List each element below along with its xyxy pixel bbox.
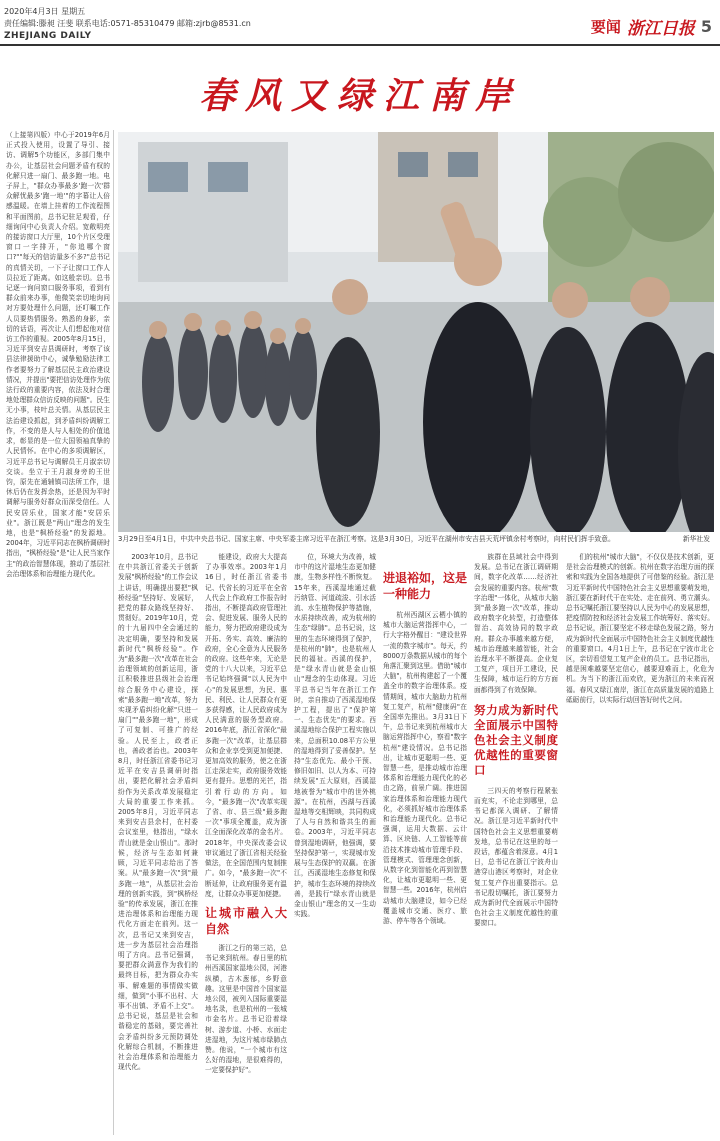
article-column-3 [205, 552, 287, 1137]
column-text: 们的杭州"城市大脑"，不仅仅是技术创新，更是社会治理模式的创新。杭州在数字治理方面的探索和实践为全国各地提供了可借鉴的经验。浙江是习近平新时代中国特色社会主义思想重要萌发地，浙江要在新时代干在实处、走在前列、勇立潮头。总书记嘱托浙江要坚持以人民为中心的发展思想，把疫情防控和经济社会发展工作统筹好、落实好。总书记说，浙江要坚定不移走绿色发展之路，努力成为新时代全面展示中国特色社会主义制度优越性的重要窗口。4月1日上午，总书记在宁波市北仑区，亲切看望复工复产企业的员工。总书记指出，越是困难越要坚定信心，越要迎难而上，化危为机。为当下的浙江而欢欣，更为浙江的未来而祝福。春风又绿江南岸，浙江在高质量发展的道路上砥砺前行，以实际行动回答好时代之问。 [566, 553, 714, 704]
column-text: 2003年10月，总书记在中共浙江省委关于创新发展"枫桥经验"的工作会议上讲话，明确提出要把"枫桥经验"坚持好、发展好，把党的群众路线坚持好、贯彻好。2019年10月，党的十九届四中全会通过的决定明确，要坚持和发展新时代"枫桥经验"。作为"最多跑一次"改革在社会治理领域的创新运用，浙江积极推进县级社会治理综合服务中心建设，探索"最多跑一地"改革，努力实现矛盾纠纷化解"只进一扇门""最多跑一地"，形成了可复制、可推广的经验。人民至上，政者正也，善政者治也。2003年8月，时任浙江省委书记习近平在安吉县调研时指出，要把化解社会矛盾纠纷作为关系改革发展稳定大局的重要工作来抓。2005年8月，习近平同志来到安吉县余村，在村委会议室里，他指出，"绿水青山就是金山银山"。那时候，经济与生态如何兼顾，习近平同志给出了答案。从"最多跑一次"到"最多跑一地"，从基层社会治理的创新实践，到"枫桥经验"的传承发展，浙江在推进治理体系和治理能力现代化方面走在前列。这一次，总书记又来到安吉，进一步为基层社会治理指明了方向。总书记强调，要把群众满意作为我们的最终目标，把为群众办实事、解难题的事情做实做细，做到"小事不出村、大事不出镇、矛盾不上交"。总书记说，基层是社会和谐稳定的基础，要完善社会矛盾纠纷多元预防调处化解综合机制，不断推进社会治理体系和治理能力现代化。 [118, 553, 198, 1072]
column-text: 族群在县域社会中得到发展。总书记在浙江调研期间，数字化改革……经济社会发展的重要内容。杭州"数字治理"一体化，从城市大脑到"最多跑一次"改革，推动政府数字化转型，打造整体智治、高效协同的数字政府。群众办事越来越方便，城市治理越来越智能，社会治理水平不断提高。企业复工复产，项目开工建设，民生保障，城市运行的方方面面都得到了有效保障。 [474, 553, 558, 694]
article-column-1 [6, 130, 110, 1135]
date-line: 2020年4月3日 星期五 [4, 7, 86, 16]
editor-line: 责任编辑:滕昶 汪斐 联系电话:0571-85310479 邮箱:zjrb@8531.cn [4, 19, 251, 28]
page-number: 5 [700, 17, 712, 36]
column-text: 位，环境大为改善，城市中的这片湿地生态更加健康，生物多样性不断恢复。15年来，西溪湿地通过截污纳管、河道疏浚、引水活流、水生植物保护等措施，水质持续改善，成为杭州的生态"绿肺"。总书记说，这里的生态环境得到了保护，是杭州的"肺"，也是杭州人民的福祉。西溪的保护，是"绿水青山就是金山银山"理念的生动体现。习近平总书记当年在浙江工作时，亲自推动了西溪湿地保护工程，提出了"保护第一、生态优先"的要求。西溪湿地综合保护工程实施以来，总面积10.08平方公里的湿地得到了妥善保护。坚持"生态优先、最小干预、修旧如旧、以人为本、可持续发展"五大原则，西溪湿地被誉为"城市中的世外桃源"。在杭州，西湖与西溪湿地等交相辉映，共同构成了人与自然和谐共生的画卷。2003年，习近平同志曾到湿地调研，他强调，要坚持保护第一，实现城市发展与生态保护的双赢。在浙江，西溪湿地生态修复和保护，城市生态环境的持续改善，是践行"绿水青山就是金山银山"理念的又一生动实践。 [294, 553, 376, 919]
masthead [591, 14, 712, 39]
article-column-2 [118, 552, 198, 1137]
article-column-4 [294, 552, 376, 1137]
photo-credit: 新华社发 [682, 535, 710, 543]
photo-illustration [118, 132, 714, 532]
page-headline: 春风又绿江南岸 [198, 75, 521, 117]
section-subhead: 进退裕如，这是一种能力 [383, 571, 467, 601]
article-column-5 [383, 552, 467, 1137]
main-photo [118, 132, 714, 532]
column-text: 浙江之行的第三站，总书记来到杭州。春日里的杭州西溪国家湿地公园，河港纵横，古木葱郁，乡野意趣。这里是中国首个国家湿地公园，被列入国际重要湿地名录，也是杭州的一张城市金名片。总书记沿着绿树、游步道、小桥、水面走进湿地，为这片城市绿肺点赞。他说，"一个城市有这么好的湿地，是很难得的，一定要保护好"。 [205, 943, 287, 1075]
photo-caption: 3月29日至4月1日，中共中央总书记、国家主席、中央军委主席习近平在浙江考察。这是3月30日，习近平在湖州市安吉县天荒坪镇余村考察时，向村民们挥手致意。 [118, 535, 615, 543]
paper-english-name: ZHEJIANG DAILY [4, 31, 92, 41]
section-subhead: 让城市融入大自然 [205, 905, 287, 936]
article-column-7 [566, 552, 714, 1137]
column-text: 三四天的考察行程紧张而充实，不论走到哪里，总书记都深入调研、了解情况。浙江是习近平新时代中国特色社会主义思想重要萌发地，总书记在这里的每一段话，都蕴含着深意。4月1日，总书记在浙江宁波舟山港穿山港区考察时，对企业复工复产作出重要指示。总书记殷切嘱托，浙江要努力成为新时代全面展示中国特色社会主义制度优越性的重要窗口。 [474, 786, 558, 928]
column-divider [113, 130, 114, 1135]
article-column-6 [474, 552, 558, 1137]
photo-caption-bar [118, 534, 714, 544]
paper-logo: 浙江日报 [626, 19, 695, 39]
header-rule [0, 44, 720, 46]
section-subhead: 努力成为新时代全面展示中国特色社会主义制度优越性的重要窗口 [474, 702, 558, 777]
column-text: 能建设，政府大大提高了办事效率。2003年1月16日，时任浙江省委书记、代省长的习近平在全省人代会上作政府工作报告时指出，不断提高政府管理社会、促进发展、服务人民的能力，努力把政府建设成为开拓、务实、高效、廉洁的政府，全心全意为人民服务的政府。这些年来，无论是党的十八大以来，习近平总书记始终强调"以人民为中心"的发展思想，为民、惠民、利民、让人民群众有更多获得感，让人民政府成为人民满意的服务型政府。2016年底，浙江省深化"最多跑一次"改革，让基层群众和企业享受到更加便捷、更加高效的服务，使之在浙江走深走实，政府服务效能更有提升。思想的光芒，指引着行动的方向。如今，"最多跑一次"改革实现了省、市、县三级"最多跑一次"事项全覆盖，成为浙江全面深化改革的金名片。2018年，中央深改委会议审议通过了浙江省相关经验做法，在全国范围内复制推广。如今，"最多跑一次"不断延伸，让政府服务更有温度，让群众办事更加便捷。 [205, 553, 287, 898]
column-text: （上接第四版）中心于2019年6月正式投入使用，设置了导引、接访、调解5个功能区，多部门集中办公，让基层社会问题矛盾有权的化解只进一扇门、最多跑一地。电子屏上，"群众办事最多'跑一次'群众解忧最多'跑一地'"的字幕让人倍感温暖。在墙上挂着的工作流程图和平面图前，总书记驻足观看，仔细询问中心负责人介绍。宽敞明亮的接访窗口大厅里，10个片区受理窗口一字排开，"你追哪个窗口?""每天的信访量多不多?"总书记的真情关切，一下子让窗口工作人员拉近了距离。如这般亲切。总书记逐一询问窗口服务事项，看到有群众前来办事，他微笑亲切地询问对方要处理什么问题，还叮嘱工作人员要热情服务。熟悉的身影，亲切的话语，再次让人们想起他对信访工作的重视。2005年8月15日，习近平到安吉县调研时，考察了该县法律援助中心，诚挚勉励法律工作者要努力了解基层民主政治建设情况，并提出"要把信访处理作为依法行政的重要内容，依法及时合理地处理群众信访反映的问题"。民生无小事，枝叶总关情。从基层民主法治建设抓起，到矛盾纠纷调解工作，不变的是人与人相处的价值追求，彰显的是一位大国领袖真挚的人民情怀。在中心的多项调解区，习近平总书记与调解员王月淑亲切交谈。坐立于王月淑身旁的王世钧，原先在通辅镇司法所工作，退休后仍在发挥余热，还是因为平时调解与服务好群众而深受信任。人民安居乐业，国家才能"安居乐业"。浙江既是"两山"理念的发生地，也是"枫桥经验"的发源地。2004年，习近平同志在枫桥调研时指出，"枫桥经验"是"让人民当家作主"的政治智慧体现，推动了基层社会治理体系和治理能力现代化。 [6, 131, 110, 578]
page-header [0, 0, 720, 68]
section-label: 要闻 [590, 18, 621, 36]
column-text: 杭州西湖区云栖小镇的城市大脑运营指挥中心，一行大字格外醒目："建设世界一流的数字城市"。每天，约8000万条数据从城市的每个角落汇聚到这里。借助"城市大脑"，杭州构建起了一个覆盖全市的数字治理体系。疫情期间，城市大脑助力杭州复工复产，杭州"健康码"在全国率先推出。3月31日下午，总书记来到杭州城市大脑运营指挥中心，察看"数字杭州"建设情况。总书记指出，让城市更聪明一些、更智慧一些，是推动城市治理体系和治理能力现代化的必由之路，前景广阔。推进国家治理体系和治理能力现代化，必须抓好城市治理体系和治理能力现代化。总书记强调，运用大数据、云计算、区块链、人工智能等前沿技术推动城市管理手段、管理模式、管理理念创新，从数字化到智能化再到智慧化，让城市更聪明一些、更智慧一些。2016年，杭州启动城市大脑建设，如今已经覆盖城市交通、医疗、旅游、停车等各个领域。 [383, 611, 467, 926]
